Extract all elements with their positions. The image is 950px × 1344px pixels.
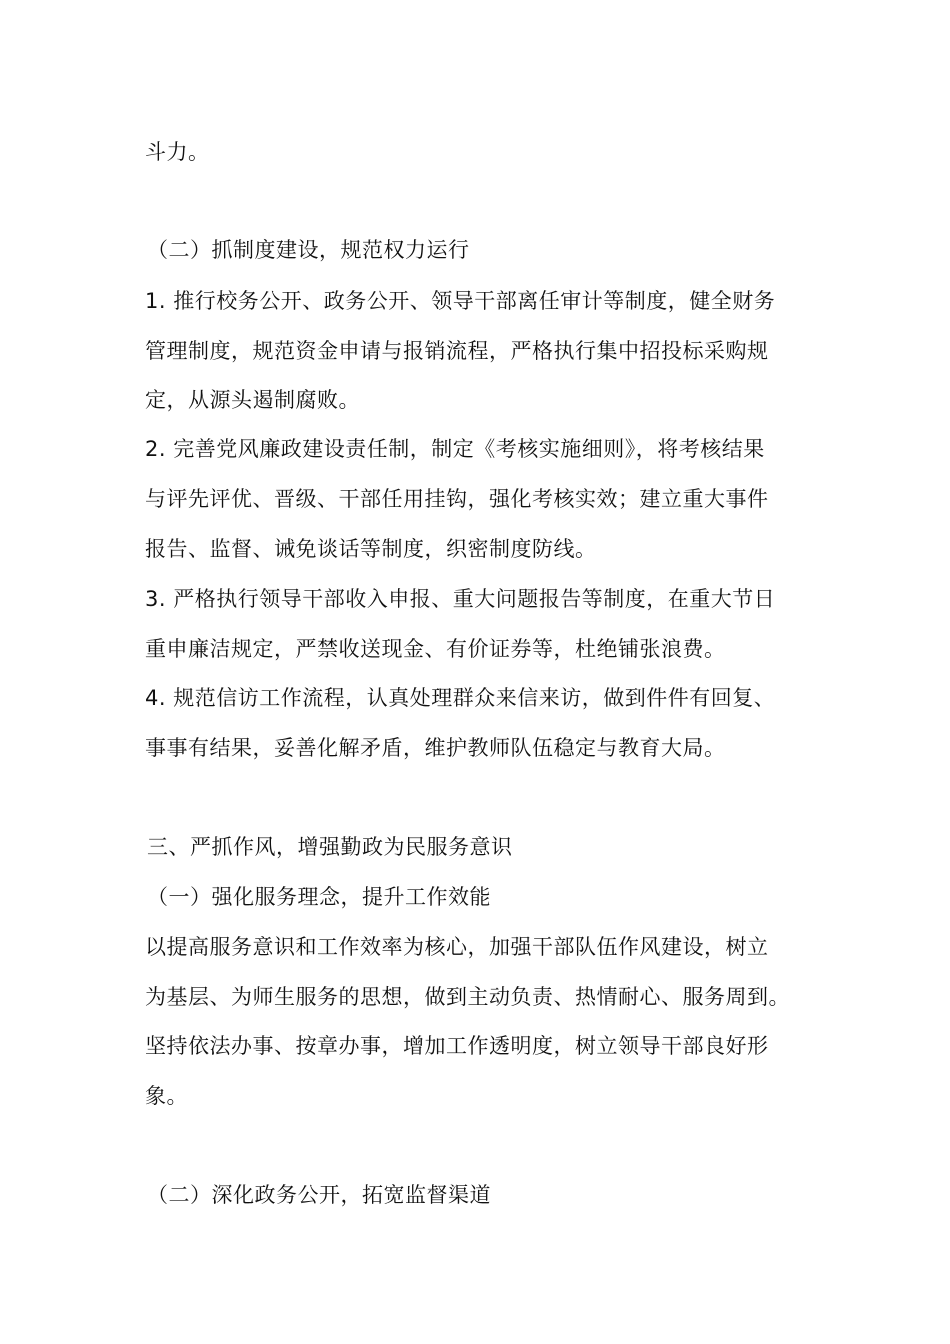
body-paragraph-line: 以提高服务意识和工作效率为核心，加强干部队伍作风建设，树立 [145, 935, 769, 959]
list-item-line: 与评先评优、晋级、干部任用挂钩，强化考核实效；建立重大事件 [145, 487, 769, 511]
section-heading: （一）强化服务理念，提升工作效能 [147, 885, 491, 909]
body-paragraph-line: 坚持依法办事、按章办事，增加工作透明度，树立领导干部良好形 [145, 1034, 769, 1058]
list-item-line: 事事有结果，妥善化解矛盾，维护教师队伍稳定与教育大局。 [145, 736, 726, 760]
list-item-line: 定，从源头遏制腐败。 [145, 388, 360, 412]
list-item-line: 重申廉洁规定，严禁收送现金、有价证券等，杜绝铺张浪费。 [145, 637, 726, 661]
paragraph-continuation: 斗力。 [145, 140, 210, 164]
list-item-line: 4. 规范信访工作流程，认真处理群众来信来访，做到件件有回复、 [145, 686, 776, 710]
list-item-line: 报告、监督、诫免谈话等制度，织密制度防线。 [145, 537, 597, 561]
list-item-line: 1. 推行校务公开、政务公开、领导干部离任审计等制度，健全财务 [145, 289, 776, 313]
body-paragraph-line: 为基层、为师生服务的思想，做到主动负责、热情耐心、服务周到。 [145, 985, 790, 1009]
list-item-line: 管理制度，规范资金申请与报销流程，严格执行集中招投标采购规 [145, 339, 769, 363]
chapter-heading: 三、严抓作风，增强勤政为民服务意识 [147, 835, 513, 859]
section-heading: （二）深化政务公开，拓宽监督渠道 [147, 1183, 491, 1207]
section-heading: （二）抓制度建设，规范权力运行 [147, 238, 470, 262]
body-paragraph-line: 象。 [145, 1084, 188, 1108]
list-item-line: 2. 完善党风廉政建设责任制，制定《考核实施细则》，将考核结果 [145, 437, 765, 461]
list-item-line: 3. 严格执行领导干部收入申报、重大问题报告等制度，在重大节日 [145, 587, 776, 611]
